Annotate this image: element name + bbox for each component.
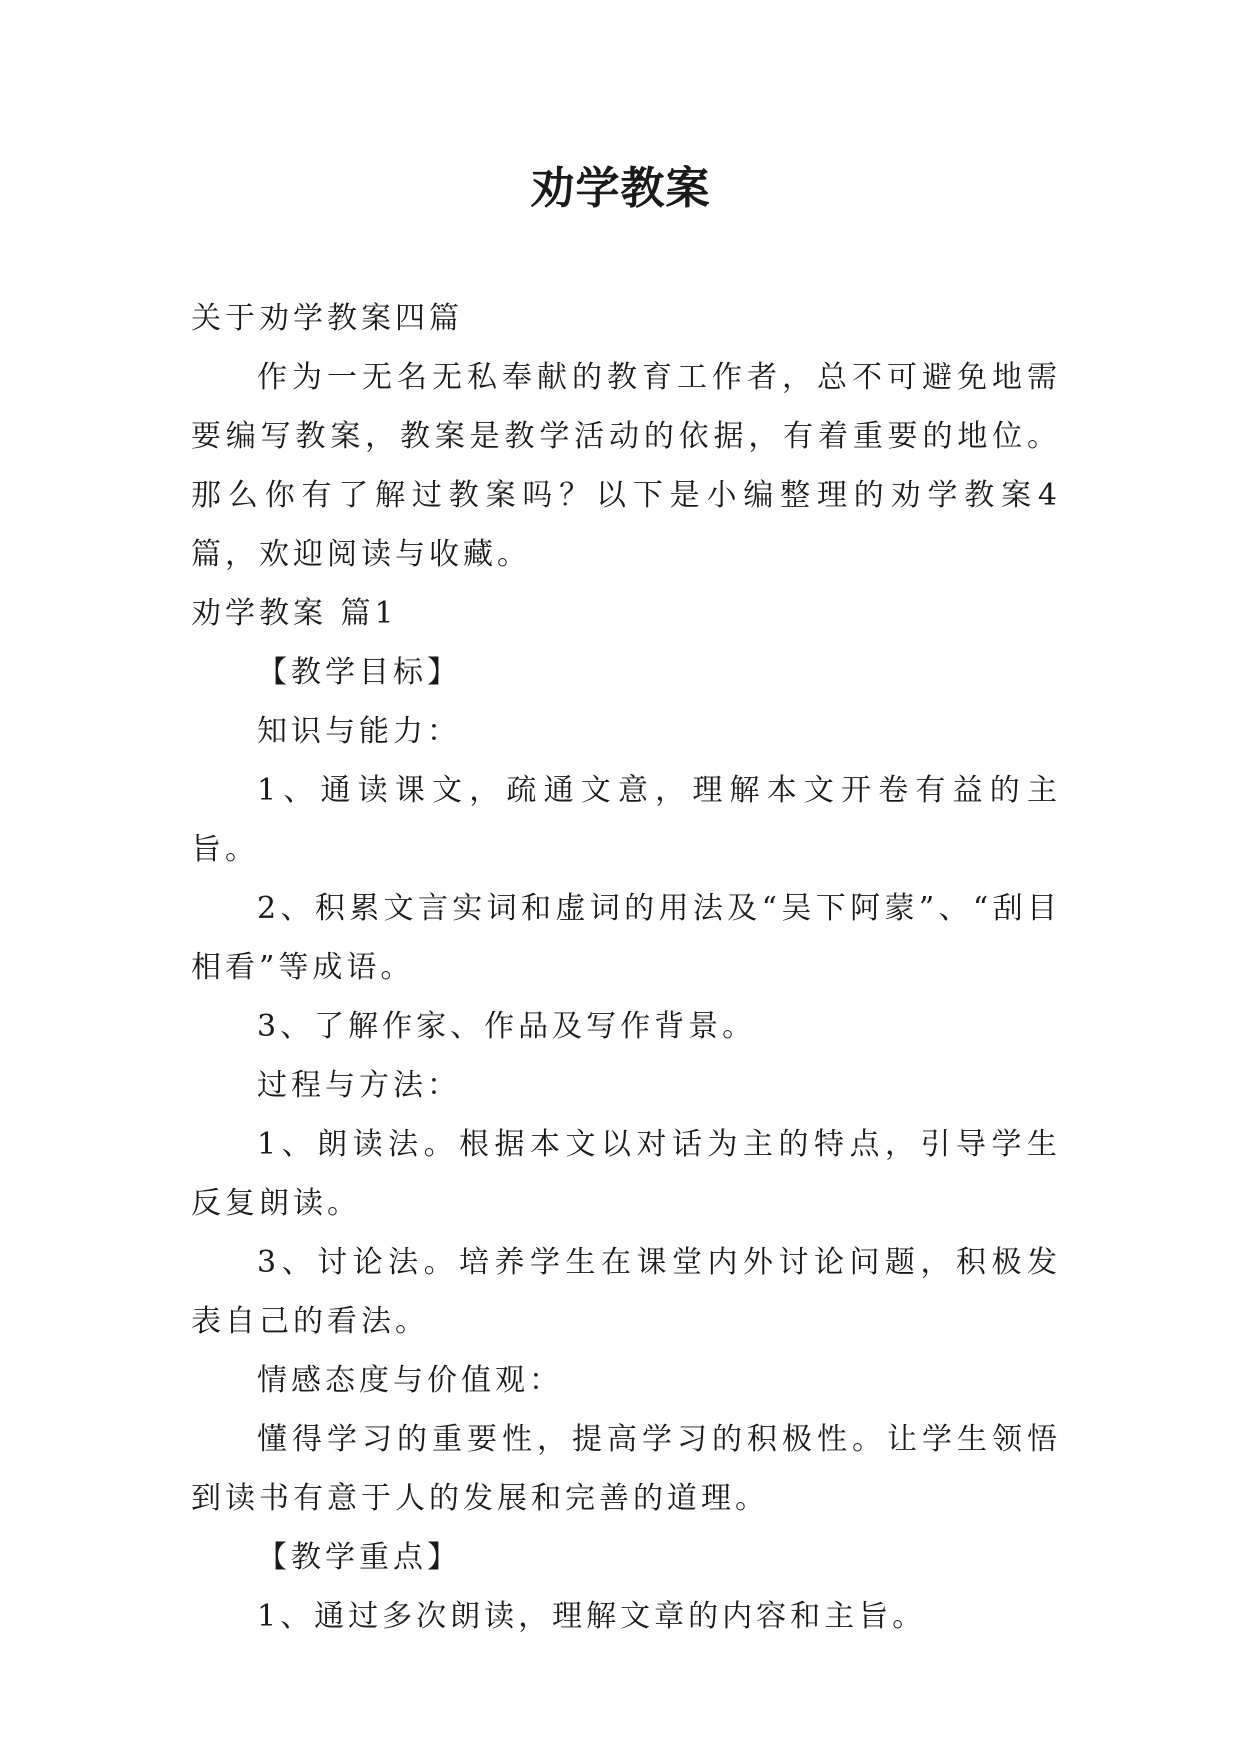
- list-item: 3、讨论法。培养学生在课堂内外讨论问题，积极发表自己的看法。: [191, 1245, 1061, 1339]
- teaching-focus-heading: 【教学重点】: [257, 1540, 461, 1575]
- document-title: 劝学教案: [530, 163, 711, 214]
- list-item: 2、积累文言实词和虚词的用法及“吴下阿蒙”、“刮目相看”等成语。: [191, 891, 1061, 985]
- list-item: 1、朗读法。根据本文以对话为主的特点，引导学生反复朗读。: [191, 1127, 1061, 1221]
- attitude-values-paragraph: 懂得学习的重要性，提高学习的积极性。让学生领悟到读书有意于人的发展和完善的道理。: [191, 1422, 1061, 1516]
- knowledge-ability-label: 知识与能力：: [257, 714, 461, 749]
- intro-heading: 关于劝学教案四篇: [191, 301, 463, 336]
- section-heading: 劝学教案 篇1: [191, 596, 398, 631]
- document-body: [191, 289, 1061, 1646]
- teaching-goals-heading: 【教学目标】: [257, 655, 461, 690]
- list-item: 3、了解作家、作品及写作背景。: [257, 1009, 757, 1044]
- attitude-values-label: 情感态度与价值观：: [257, 1363, 563, 1398]
- list-item: 1、通过多次朗读，理解文章的内容和主旨。: [257, 1599, 927, 1634]
- list-item: 1、通读课文，疏通文意，理解本文开卷有益的主旨。: [191, 773, 1061, 867]
- process-method-label: 过程与方法：: [257, 1068, 461, 1103]
- intro-paragraph: 作为一无名无私奉献的教育工作者，总不可避免地需要编写教案，教案是教学活动的依据，有着重要的地位。那么你有了解过教案吗？以下是小编整理的劝学教案4篇，欢迎阅读与收藏。: [191, 360, 1061, 572]
